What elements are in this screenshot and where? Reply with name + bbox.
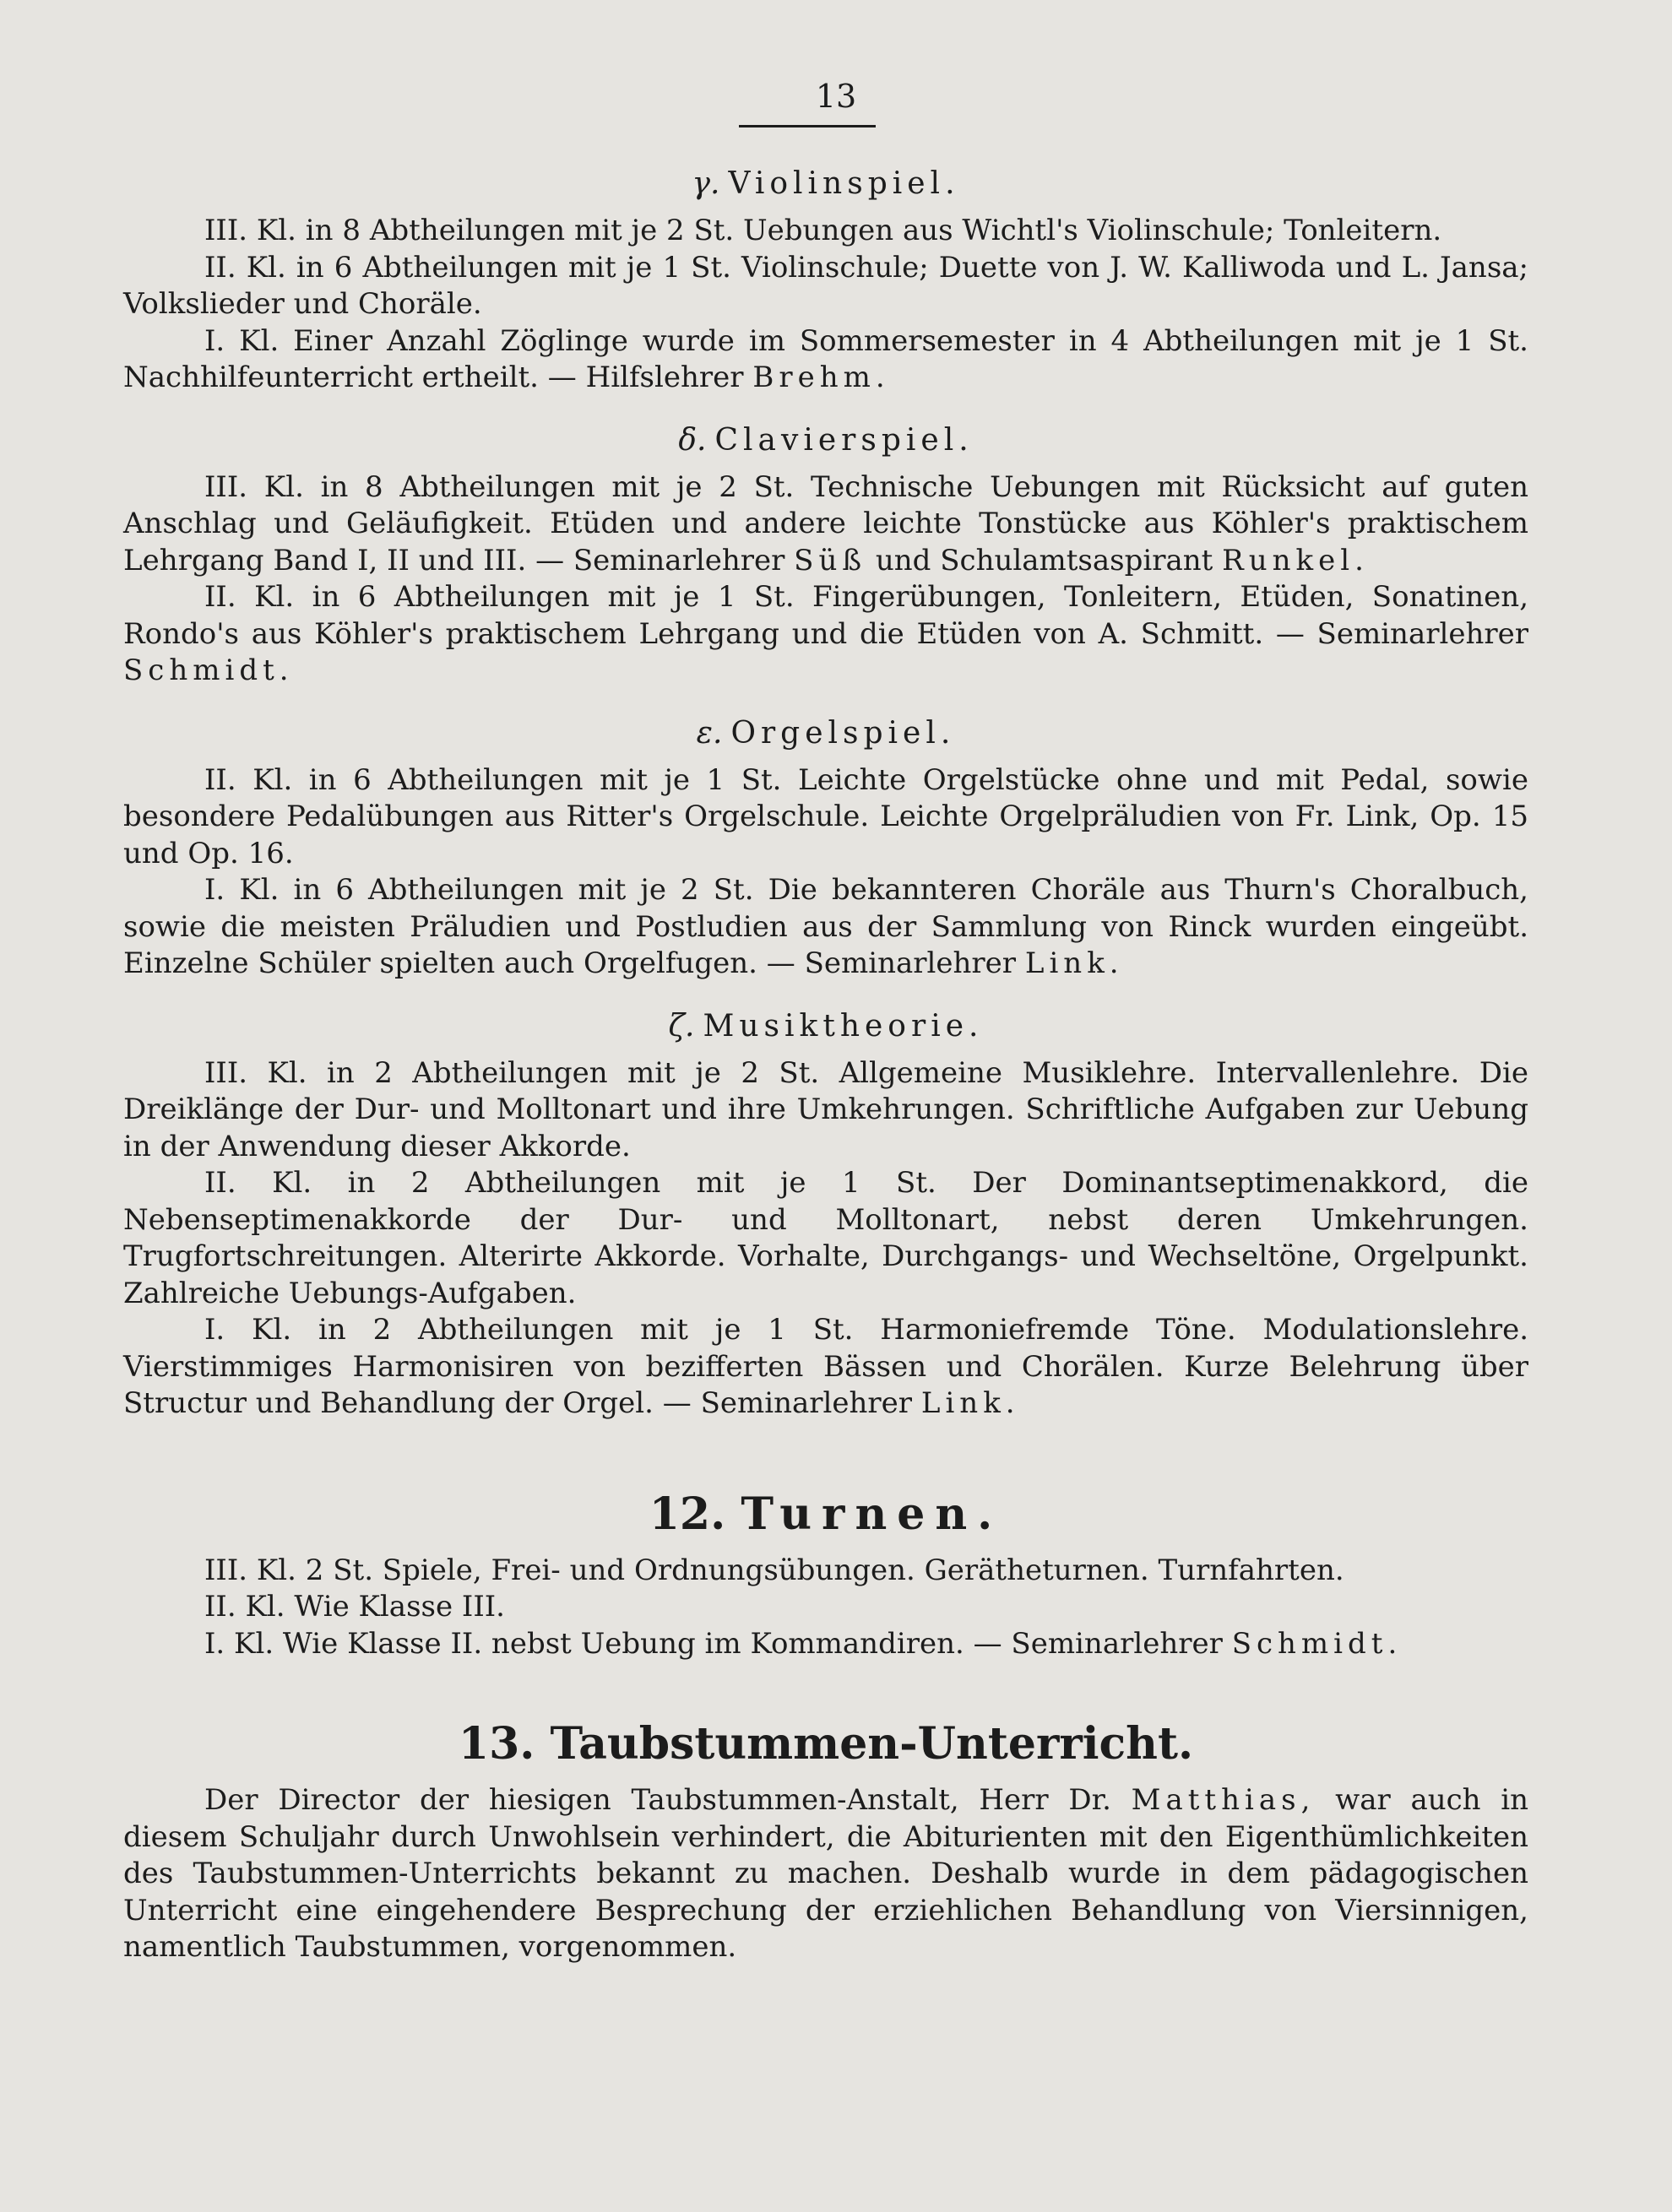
paragraph-text: II. Kl. in 6 Abtheilungen mit je 1 St. Fingerübungen, Tonleitern, Etüden, Sonatinen, Rondo's aus Köhler's praktischem Lehrgang und die Etüden von A. Schmitt. — Seminarlehrer xyxy=(123,580,1528,651)
page-number: 13 xyxy=(815,78,857,115)
paragraph-text: I. Kl. in 2 Abtheilungen mit je 1 St. Harmoniefremde Töne. Modulationslehre. Vierstimmiges Harmonisiren von bezifferten Bässen und Chorälen. Kurze Belehrung über Structur und Behandlung der Orgel. — Seminarlehrer xyxy=(123,1313,1528,1420)
subsection-title: Orgelspiel. xyxy=(730,715,956,751)
director-name: Matthias, xyxy=(1131,1783,1316,1817)
subsection-heading-violinspiel xyxy=(123,165,1528,203)
teacher-name: Link. xyxy=(1024,946,1124,980)
musiktheorie-class-2: II. Kl. in 2 Abtheilungen mit je 1 St. Der Dominantseptimenakkord, die Nebenseptimenakkorde der Dur- und Molltonart, nebst deren Umkehrungen. Trugfortschreitungen. Alterirte Akkorde. Vorhalte, Durchgangs- und Wechseltöne, Orgelpunkt. Zahlreiche Uebungs-Aufgaben. xyxy=(123,1166,1528,1310)
paragraph-text: und Schulamtsaspirant xyxy=(875,543,1213,577)
musiktheorie-class-1 xyxy=(123,1312,1528,1423)
subsection-heading-clavierspiel xyxy=(123,422,1528,459)
paragraph-text: I. Kl. in 6 Abtheilungen mit je 2 St. Die bekannteren Choräle aus Thurn's Choralbuch, sowie die meisten Präludien und Postludien aus der Sammlung von Rinck wurden eingeübt. Einzelne Schüler spielten auch Orgelfugen. — Seminarlehrer xyxy=(123,873,1528,980)
turnen-class-2: II. Kl. Wie Klasse III. xyxy=(204,1590,505,1624)
paragraph-text: Der Director der hiesigen Taubstummen-Anstalt, Herr Dr. xyxy=(204,1783,1111,1817)
paragraph-text: war auch in diesem Schuljahr durch Unwohlsein verhindert, die Abiturienten mit den Eigenthümlichkeiten des Taubstummen-Unterrichts bekannt zu machen. Deshalb wurde in dem pädagogischen Unterricht eine eingehendere Besprechung der erziehlichen Behandlung von Viersinnigen, namentlich Taubstummen, vorgenommen. xyxy=(123,1783,1529,1964)
section-title: Turnen. xyxy=(741,1488,1003,1540)
subsection-title: Violinspiel. xyxy=(728,166,960,201)
subsection-title: Clavierspiel. xyxy=(714,422,974,458)
subsection-heading-musiktheorie xyxy=(123,1008,1528,1045)
clavierspiel-class-2 xyxy=(123,579,1528,690)
taubstummen-paragraph xyxy=(123,1782,1528,1966)
teacher-name: Schmidt. xyxy=(123,653,294,687)
violinspiel-class-1 xyxy=(123,323,1528,397)
page-content xyxy=(123,165,1528,1966)
teacher-name: Schmidt. xyxy=(1231,1626,1403,1661)
turnen-class-1 xyxy=(123,1626,1528,1663)
teacher-name: Brehm. xyxy=(752,361,890,394)
orgelspiel-class-1 xyxy=(123,872,1528,983)
subsection-letter: δ. xyxy=(678,422,707,458)
violinspiel-class-3: III. Kl. in 8 Abtheilungen mit je 2 St. Uebungen aus Wichtl's Violinschule; Tonleitern. xyxy=(204,214,1442,247)
violinspiel-class-2: II. Kl. in 6 Abtheilungen mit je 1 St. Violinschule; Duette von J. W. Kalliwoda und L. Jansa; Volkslieder und Choräle. xyxy=(123,250,1528,321)
paragraph-text: I. Kl. Wie Klasse II. nebst Uebung im Kommandiren. — Seminarlehrer xyxy=(204,1626,1223,1661)
orgelspiel-class-2: II. Kl. in 6 Abtheilungen mit je 1 St. Leichte Orgelstücke ohne und mit Pedal, sowie besondere Pedalübungen aus Ritter's Orgelschule. Leichte Orgelpräludien von Fr. Link, Op. 15 und Op. 16. xyxy=(123,762,1528,870)
paragraph-text: I. Kl. Einer Anzahl Zöglinge wurde im Sommersemester in 4 Abtheilungen mit je 1 St. Nachhilfeunterricht ertheilt. — Hilfslehrer xyxy=(123,323,1528,394)
musiktheorie-class-3: III. Kl. in 2 Abtheilungen mit je 2 St. Allgemeine Musiklehre. Intervallenlehre. Die Dreiklänge der Dur- und Molltonart und ihre Umkehrungen. Schriftliche Aufgaben zur Uebung in der Anwendung dieser Akkorde. xyxy=(123,1055,1528,1163)
teacher-name: Link. xyxy=(920,1386,1020,1420)
subsection-letter: ε. xyxy=(696,715,723,751)
page-number-rule xyxy=(739,125,876,127)
teacher-name: Runkel. xyxy=(1222,543,1369,577)
clavierspiel-class-3 xyxy=(123,469,1528,580)
section-number: 13. xyxy=(458,1718,535,1770)
paragraph-text: III. Kl. in 8 Abtheilungen mit je 2 St. Technische Uebungen mit Rücksicht auf guten Anschlag und Geläufigkeit. Etüden und andere leichte Tonstücke aus Köhler's praktischem Lehrgang Band I, II und III. — Seminarlehrer xyxy=(123,469,1528,577)
teacher-name: Süß xyxy=(794,543,867,577)
section-heading-turnen xyxy=(123,1488,1528,1541)
subsection-heading-orgelspiel xyxy=(123,715,1528,752)
subsection-title: Musiktheorie. xyxy=(703,1008,984,1044)
section-heading-taubstummen xyxy=(123,1718,1528,1770)
turnen-class-3: III. Kl. 2 St. Spiele, Frei- und Ordnungsübungen. Gerätheturnen. Turnfahrten. xyxy=(204,1553,1344,1587)
subsection-letter: ζ. xyxy=(668,1008,695,1044)
section-title: Taubstummen-Unterricht. xyxy=(550,1718,1194,1770)
subsection-letter: γ. xyxy=(692,166,720,201)
section-number: 12. xyxy=(649,1488,726,1540)
